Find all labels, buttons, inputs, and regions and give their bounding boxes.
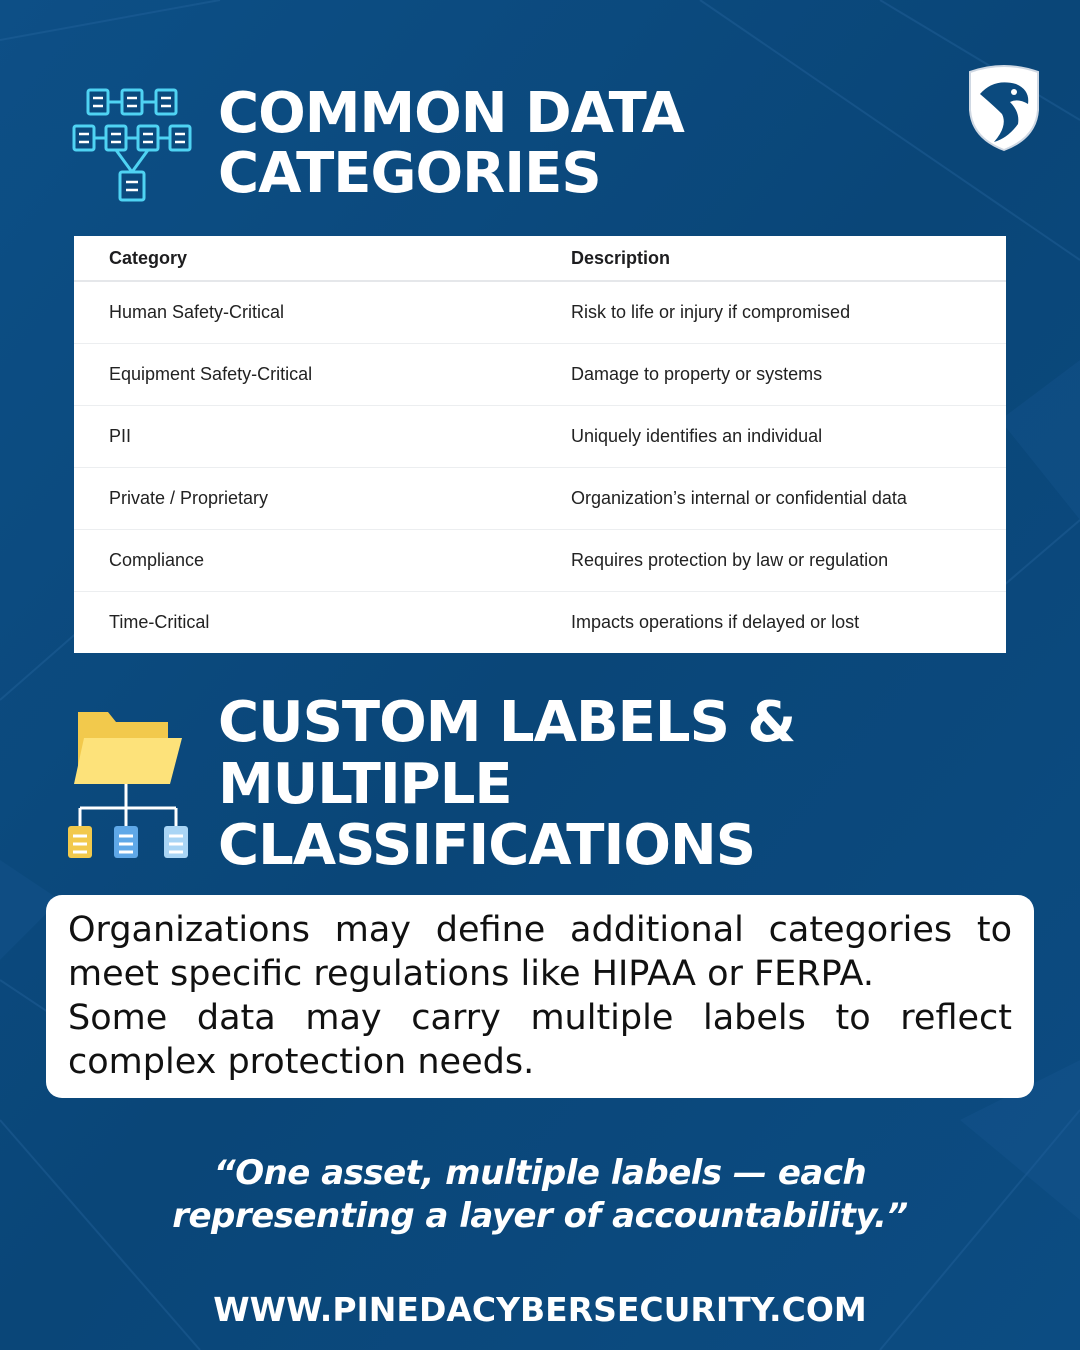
data-categories-table [74, 236, 1006, 653]
description-cell: Impacts operations if delayed or lost [571, 612, 860, 632]
column-header-description: Description [571, 236, 1006, 281]
column-header-category: Category [74, 236, 571, 281]
info-card [46, 895, 1034, 1098]
category-cell: Time-Critical [109, 612, 210, 632]
quote-text: “One asset, multiple labels — each representing a layer of accountability.” [172, 1153, 908, 1236]
folder-tree-icon [64, 708, 194, 864]
table-header-row [74, 236, 1006, 281]
description-cell: Organization’s internal or confidential data [571, 468, 1006, 530]
info-paragraph: Organizations may define additional categories to meet specific regulations like HIPAA or FERPA. [68, 910, 1012, 994]
description-cell: Risk to life or injury if compromised [571, 281, 1006, 344]
table-row [74, 344, 1006, 406]
description-cell: Uniquely identifies an individual [571, 406, 1006, 468]
section-title-common-data-categories: COMMON DATA CATEGORIES [218, 81, 684, 207]
table-row [74, 592, 1006, 654]
website-link[interactable]: WWW.PINEDACYBERSECURITY.COM [213, 1290, 867, 1329]
table-row [74, 406, 1006, 468]
info-paragraph: Some data may carry multiple labels to reflect complex protection needs. [68, 998, 1012, 1082]
table-row [74, 281, 1006, 344]
eagle-shield-icon [964, 64, 1044, 154]
table-row [74, 530, 1006, 592]
category-cell: Compliance [74, 530, 571, 592]
category-cell: Human Safety-Critical [74, 281, 571, 344]
table-row [74, 468, 1006, 530]
description-cell: Damage to property or systems [571, 344, 1006, 406]
category-cell: Equipment Safety-Critical [74, 344, 571, 406]
category-cell: PII [74, 406, 571, 468]
description-cell: Requires protection by law or regulation [571, 530, 1006, 592]
section-title-custom-labels: CUSTOM LABELS & MULTIPLE CLASSIFICATIONS [218, 690, 796, 879]
network-hierarchy-icon [72, 86, 194, 204]
category-cell: Private / Proprietary [74, 468, 571, 530]
